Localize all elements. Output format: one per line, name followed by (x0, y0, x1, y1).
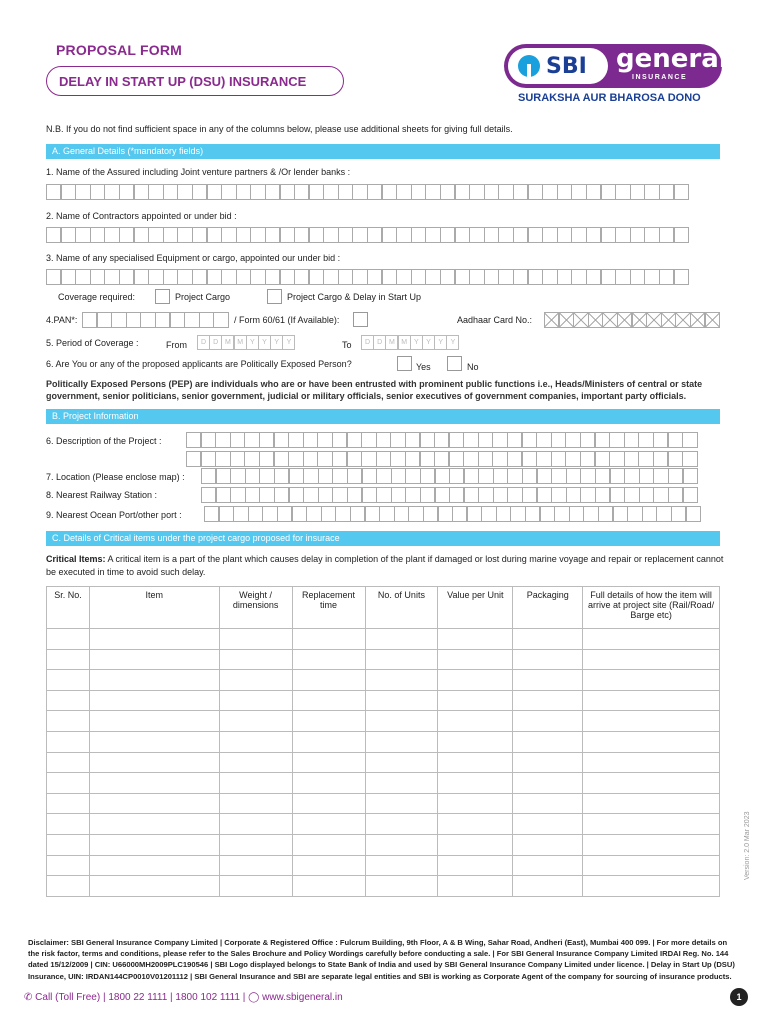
project-description-grid-2[interactable] (186, 451, 697, 467)
table-row[interactable] (47, 670, 720, 691)
table-row[interactable] (47, 834, 720, 855)
col-value: Value per Unit (438, 587, 513, 629)
coverage-project-cargo-label: Project Cargo (175, 292, 231, 302)
aadhaar-grid[interactable] (544, 312, 719, 328)
q1-label: 1. Name of the Assured including Joint venture partners & /Or lender banks : (46, 167, 351, 177)
project-description-grid-1[interactable] (186, 432, 697, 448)
page-number: 1 (730, 988, 748, 1006)
section-c-header: C. Details of Critical items under the project cargo proposed for insurace (46, 531, 720, 546)
form-title: PROPOSAL FORM (56, 42, 183, 58)
coverage-label: Coverage required: (58, 292, 136, 302)
critical-items-note (46, 553, 726, 579)
version-label: Version: 2.0 Mar 2023 (744, 811, 751, 880)
critical-items-table (46, 586, 720, 897)
q7-label: 7. Location (Please enclose map) : (46, 472, 185, 482)
col-units: No. of Units (365, 587, 438, 629)
col-replacement-time: Replacement time (292, 587, 365, 629)
q2-label: 2. Name of Contractors appointed or under bid : (46, 211, 237, 221)
coverage-project-cargo-checkbox[interactable] (155, 289, 170, 304)
disclaimer: Disclaimer: SBI General Insurance Company Limited | Corporate & Registered Office : Fulcrum Building, 9th Floor, A & B Wing, Sahar Road, Andheri (East), Mumbai 400 099. | For more details on the risk factor, terms and conditions, please refer to the Sales Brochure and Policy Wordings carefully before conducting a sale. | For SBI General Insurance Company Limited IRDAI Reg. No. 144 dated 15/12/2009 | CIN: U66000MH2009PLC190546 | SBI Logo displayed belongs to State Bank of India and used by SBI General Insurance Company Limited under licence. | Delay in Start Up (DSU) Insurance, UIN: IRDAN144CP0010V01201112 | SBI General Insurance and SBI are separate legal entities and SBI is working as Corporate Agent of the company for sourcing of insurance products. (28, 938, 735, 981)
globe-icon: ◯ (248, 992, 260, 1003)
equipment-grid[interactable] (46, 269, 688, 285)
q8-label: 8. Nearest Railway Station : (46, 490, 158, 500)
tagline: SURAKSHA AUR BHAROSA DONO (518, 92, 701, 104)
form60-checkbox[interactable] (353, 312, 368, 327)
col-packaging: Packaging (513, 587, 583, 629)
table-row[interactable] (47, 649, 720, 670)
pep-yes-checkbox[interactable] (397, 356, 412, 371)
pep-no-label: No (467, 362, 479, 372)
form-subtitle: DELAY IN START UP (DSU) INSURANCE (46, 66, 344, 96)
col-item: Item (89, 587, 219, 629)
ocean-port-grid[interactable] (204, 506, 700, 522)
pan-grid[interactable] (82, 312, 228, 328)
coverage-cargo-dsu-checkbox[interactable] (267, 289, 282, 304)
table-row[interactable] (47, 814, 720, 835)
table-row[interactable] (47, 793, 720, 814)
q9-label: 9. Nearest Ocean Port/other port : (46, 510, 182, 520)
pep-note: Politically Exposed Persons (PEP) are individuals who are or have been entrusted with prominent public functions i.e., Heads/Ministers of central or state government, senior politicians, senior government, judicial or military officials, senior executives of government companies, important party officials. (46, 379, 703, 401)
sbi-general-logo (504, 44, 728, 88)
form60-label: / Form 60/61 (If Available): (234, 315, 340, 325)
pan-label: 4.PAN*: (46, 315, 78, 325)
table-row[interactable] (47, 773, 720, 794)
from-date-grid[interactable]: D D M M Y Y Y Y (197, 335, 295, 350)
pep-yes-label: Yes (416, 362, 431, 372)
q3-label: 3. Name of any specialised Equipment or cargo, appointed our under bid : (46, 253, 341, 263)
col-sr-no: Sr. No. (47, 587, 90, 629)
to-date-grid[interactable]: D D M M Y Y Y Y (361, 335, 459, 350)
table-header-row (47, 587, 720, 629)
railway-station-grid[interactable] (201, 487, 697, 503)
table-row[interactable] (47, 855, 720, 876)
q6-label: 6. Description of the Project : (46, 436, 162, 446)
period-label: 5. Period of Coverage : (46, 338, 139, 348)
logo-sbi-text: SBI (546, 54, 587, 79)
table-row[interactable] (47, 690, 720, 711)
coverage-cargo-dsu-label: Project Cargo & Delay in Start Up (287, 292, 422, 302)
table-row[interactable] (47, 711, 720, 732)
logo-insurance-text: INSURANCE (632, 74, 688, 81)
table-row[interactable] (47, 752, 720, 773)
logo-general-text: general (616, 44, 728, 74)
table-row[interactable] (47, 731, 720, 752)
section-a-header: A. General Details (*mandatory fields) (46, 144, 720, 159)
instruction-note: N.B. If you do not find sufficient space in any of the columns below, please use additional sheets for giving full details. (46, 124, 513, 134)
critical-items-bold: Critical Items: (46, 554, 106, 564)
website-link[interactable]: www.sbigeneral.in (262, 992, 343, 1003)
table-row[interactable] (47, 629, 720, 650)
section-b-header: B. Project Information (46, 409, 720, 424)
critical-items-text: A critical item is a part of the plant which causes delay in completion of the plant if damaged or lost during marine voyage and repair or replacement cannot be executed in time to avoid such delay. (46, 554, 724, 577)
pep-question: 6. Are You or any of the proposed applicants are Politically Exposed Person? (46, 359, 352, 369)
contractors-grid[interactable] (46, 227, 688, 243)
pep-no-checkbox[interactable] (447, 356, 462, 371)
aadhaar-label: Aadhaar Card No.: (457, 315, 533, 325)
location-grid[interactable] (201, 468, 697, 484)
table-row[interactable] (47, 876, 720, 897)
from-label: From (166, 340, 187, 350)
to-label: To (342, 340, 352, 350)
col-arrival-details: Full details of how the item will arrive at project site (Rail/Road/ Barge etc) (583, 587, 720, 629)
sbi-keyhole-icon (518, 55, 540, 77)
col-weight: Weight / dimensions (219, 587, 292, 629)
assured-name-grid[interactable] (46, 184, 688, 200)
phone-icon: ✆ (24, 992, 33, 1003)
toll-free-text: Call (Toll Free) | 1800 22 1111 | 1800 102 1111 | (35, 992, 246, 1003)
footer-contact (24, 992, 343, 1003)
